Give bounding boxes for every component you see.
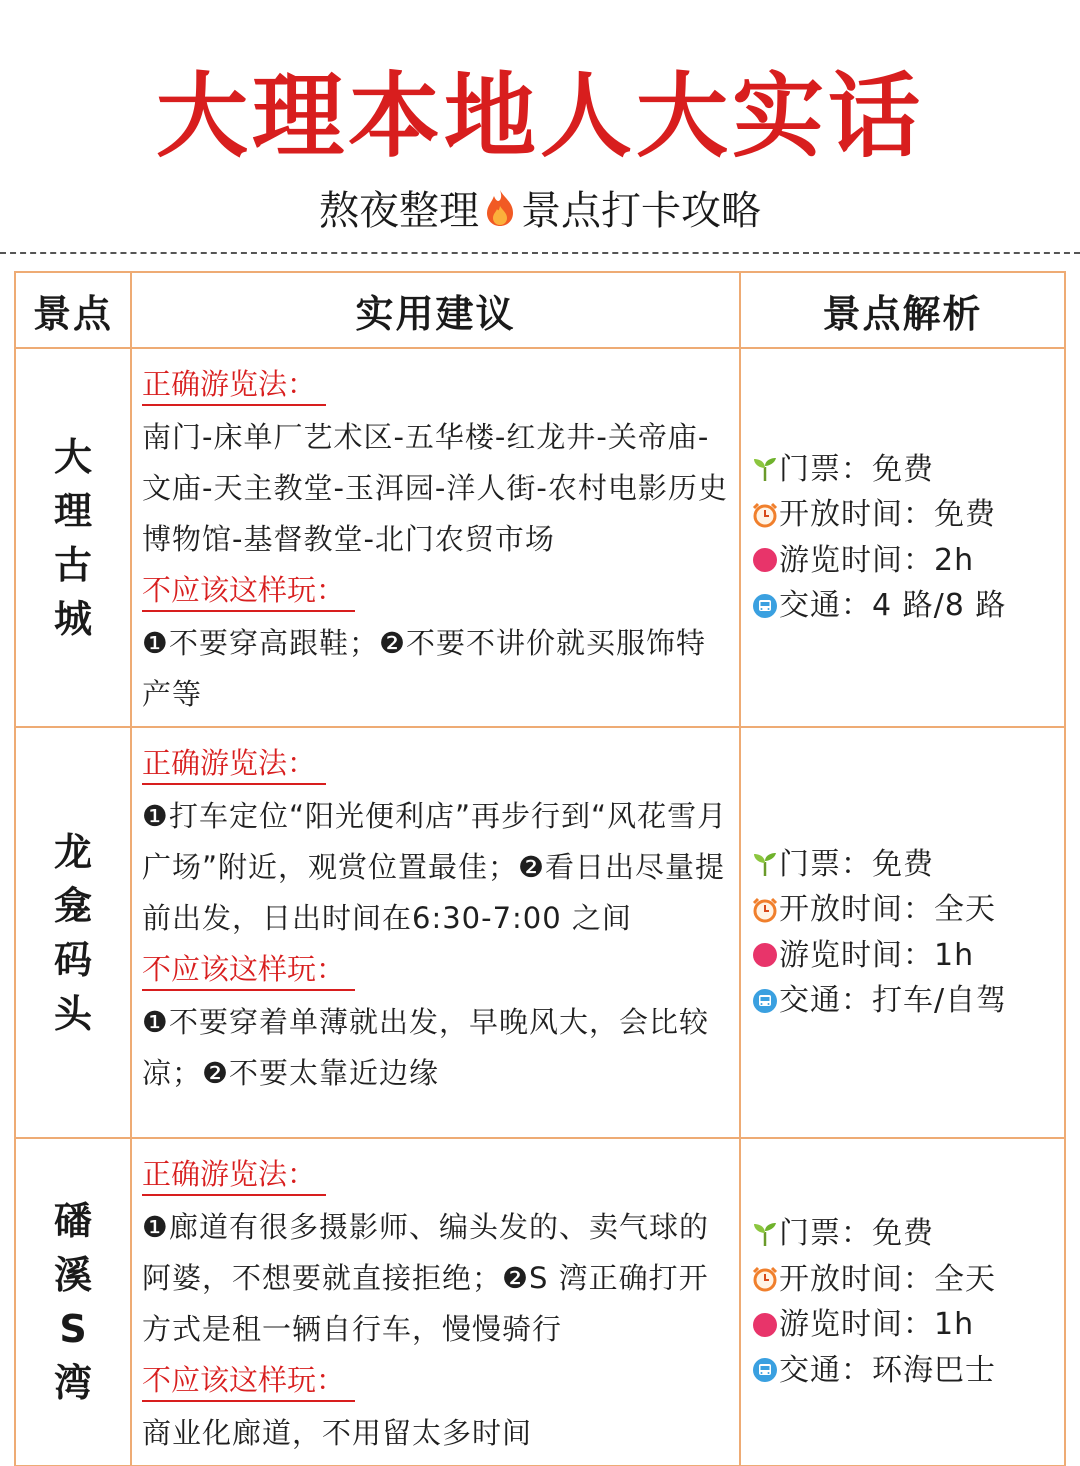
alarm-clock-icon xyxy=(751,896,779,924)
spot-name-char: 头 xyxy=(53,991,92,1036)
wrong-play-heading: 不应该这样玩： xyxy=(142,570,355,612)
spot-name-char: 龛 xyxy=(53,883,92,928)
spot-name-cell xyxy=(15,1138,131,1466)
correct-tour-text: 南门-床单厂艺术区-五华楼-红龙井-关帝庙-文庙-天主教堂-玉洱园-洋人街-农村电影历史博物馆-基督教堂-北门农贸市场 xyxy=(142,420,728,556)
open-time-line xyxy=(751,887,1056,933)
spot-name-char: 码 xyxy=(53,937,92,982)
table-row xyxy=(15,1138,1065,1466)
column-header-spot: 景点 xyxy=(15,272,131,348)
column-header-advice: 实用建议 xyxy=(131,272,740,348)
alarm-clock-icon xyxy=(751,501,779,529)
duration-text: 游览时间：1h xyxy=(779,1307,975,1342)
transport-text: 交通：打车/自驾 xyxy=(779,983,1008,1018)
spot-name-char: S xyxy=(59,1307,87,1351)
spot-name-char: 大 xyxy=(53,434,92,479)
bus-icon xyxy=(751,987,779,1015)
transport-line xyxy=(751,978,1056,1024)
duration-text: 游览时间：1h xyxy=(779,937,975,973)
spot-name-char: 湾 xyxy=(53,1361,92,1405)
table-row xyxy=(15,727,1065,1138)
duration-line xyxy=(751,1302,1056,1348)
ticket-text: 门票：免费 xyxy=(779,846,934,882)
advice-cell xyxy=(131,348,740,727)
table-row xyxy=(15,348,1065,727)
subtitle-text-before: 熬夜整理 xyxy=(319,188,479,234)
wrong-play-heading: 不应该这样玩： xyxy=(142,1360,355,1402)
sprout-icon xyxy=(751,1220,779,1248)
pink-dot-icon xyxy=(751,941,779,969)
sprout-icon xyxy=(751,455,779,483)
ticket-line xyxy=(751,1211,1056,1257)
transport-text: 交通：环海巴士 xyxy=(779,1352,996,1388)
spot-name-char: 理 xyxy=(53,488,92,533)
alarm-clock-icon xyxy=(751,1265,779,1293)
wrong-play-text: ❶不要穿着单薄就出发，早晚风大，会比较凉；❷不要太靠近边缘 xyxy=(142,1005,709,1090)
analysis-cell xyxy=(740,348,1065,727)
analysis-cell xyxy=(740,727,1065,1138)
pink-dot-icon xyxy=(751,546,779,574)
bus-icon xyxy=(751,1356,779,1384)
duration-line xyxy=(751,933,1056,979)
guide-table xyxy=(14,271,1066,1466)
spot-name-cell xyxy=(15,348,131,727)
ticket-text: 门票：免费 xyxy=(779,451,934,487)
ticket-line xyxy=(751,447,1056,493)
subtitle-text-after: 景点打卡攻略 xyxy=(521,188,761,234)
wrong-play-text: 商业化廊道，不用留太多时间 xyxy=(142,1416,533,1450)
wrong-play-text: ❶不要穿高跟鞋；❷不要不讲价就买服饰特产等 xyxy=(142,626,706,711)
correct-tour-heading: 正确游览法： xyxy=(142,1154,326,1196)
spot-name-cell xyxy=(15,727,131,1138)
correct-tour-text: ❶廊道有很多摄影师、编头发的、卖气球的阿婆，不想要就直接拒绝；❷S 湾正确打开方式是租一辆自行车，慢慢骑行 xyxy=(142,1210,709,1346)
table-header-row xyxy=(15,272,1065,348)
open-time-line xyxy=(751,492,1056,538)
pink-dot-icon xyxy=(751,1311,779,1339)
open-time-text: 开放时间：免费 xyxy=(779,497,996,532)
ticket-text: 门票：免费 xyxy=(779,1216,934,1251)
correct-tour-text: ❶打车定位“阳光便利店”再步行到“风花雪月广场”附近，观赏位置最佳；❷看日出尽量提前出发，日出时间在6:30-7:00 之间 xyxy=(142,799,728,935)
open-time-text: 开放时间：全天 xyxy=(779,892,996,927)
correct-tour-heading: 正确游览法： xyxy=(142,364,326,406)
dashed-divider xyxy=(0,252,1080,254)
sprout-icon xyxy=(751,850,779,878)
duration-text: 游览时间：2h xyxy=(779,542,975,578)
correct-tour-heading: 正确游览法： xyxy=(142,743,326,785)
spot-name-char: 磻 xyxy=(53,1199,92,1243)
advice-cell xyxy=(131,1138,740,1466)
spot-name-char: 古 xyxy=(53,542,92,587)
advice-cell xyxy=(131,727,740,1138)
bus-icon xyxy=(751,592,779,620)
transport-line xyxy=(751,1348,1056,1394)
spot-name-char: 龙 xyxy=(53,829,92,874)
spot-name-char: 溪 xyxy=(53,1253,92,1297)
analysis-cell xyxy=(740,1138,1065,1466)
open-time-line xyxy=(751,1257,1056,1303)
open-time-text: 开放时间：全天 xyxy=(779,1261,996,1297)
transport-text: 交通：4 路/8 路 xyxy=(779,588,1007,623)
transport-line xyxy=(751,583,1056,629)
wrong-play-heading: 不应该这样玩： xyxy=(142,949,355,991)
spot-name-char: 城 xyxy=(53,596,92,641)
page-title: 大理本地人大实话 xyxy=(155,63,924,170)
page-subtitle xyxy=(0,184,1080,238)
column-header-analysis: 景点解析 xyxy=(740,272,1065,348)
ticket-line xyxy=(751,842,1056,888)
duration-line xyxy=(751,538,1056,584)
fire-icon xyxy=(483,188,517,228)
